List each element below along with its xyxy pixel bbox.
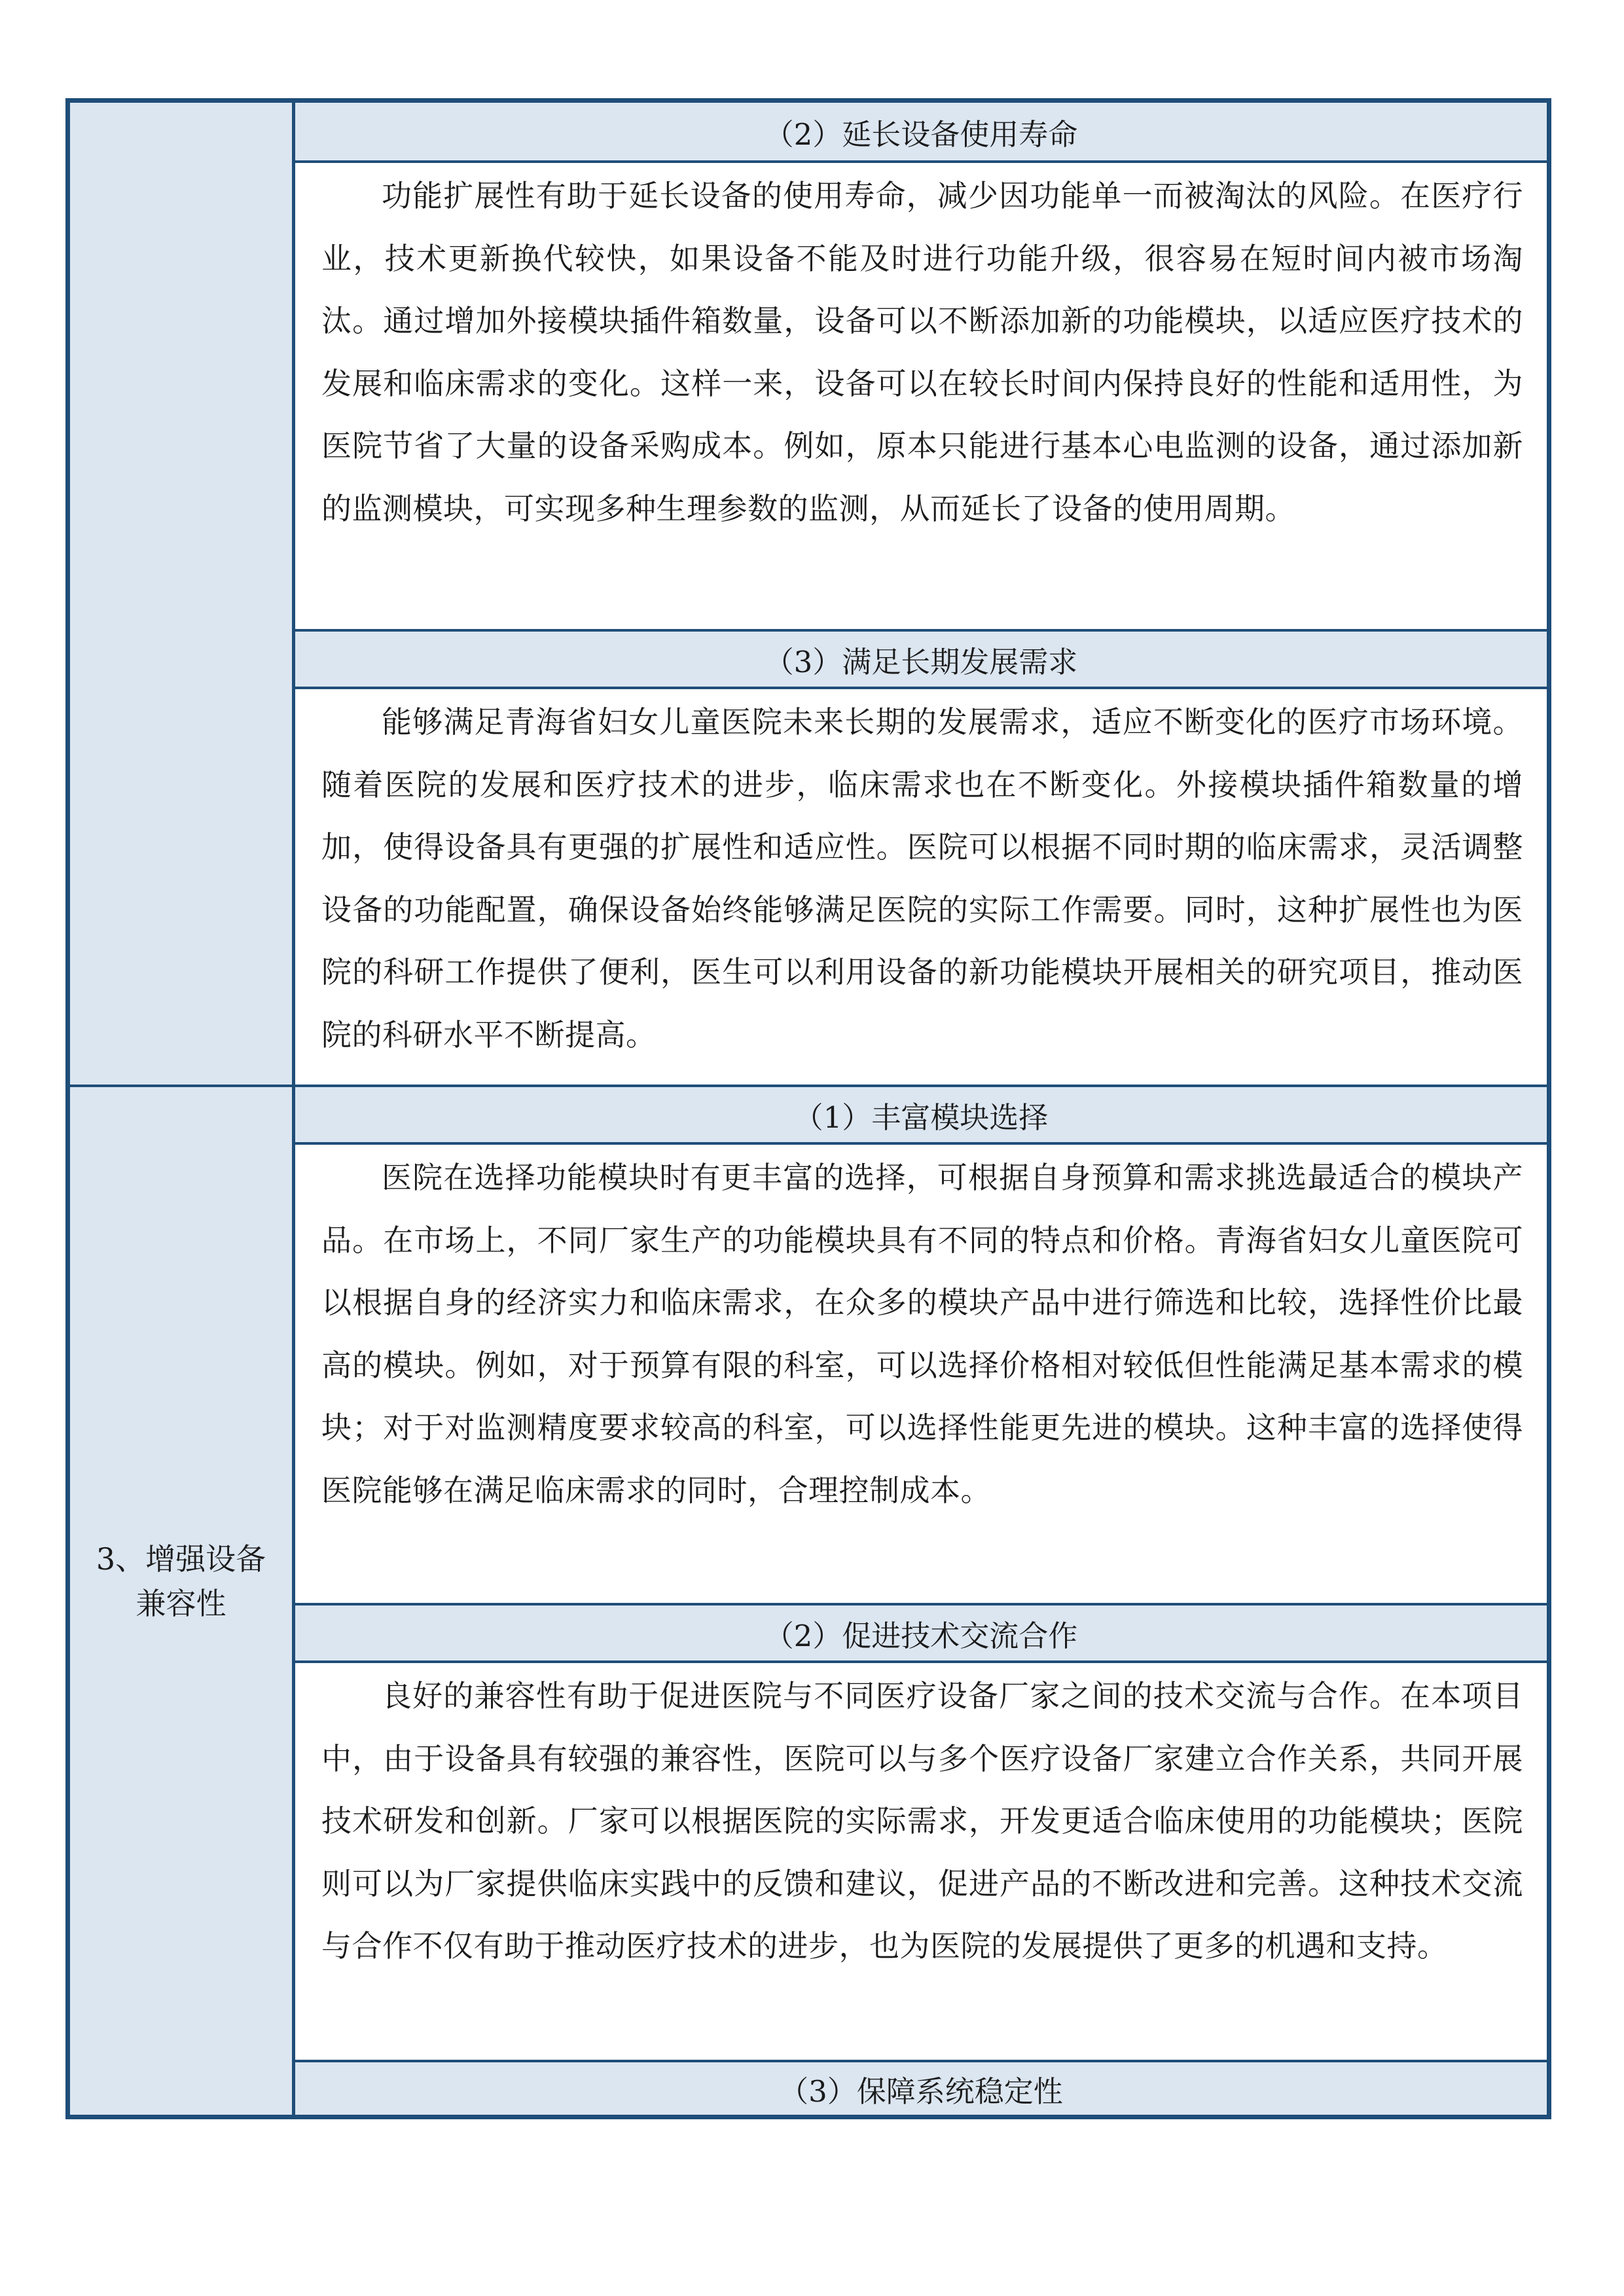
subheading-module-choice: （1）丰富模块选择	[295, 1085, 1547, 1145]
paragraph-cell	[295, 689, 1547, 1082]
paragraph-cell	[295, 1663, 1547, 2056]
paragraph-long-term-needs: 能够满足青海省妇女儿童医院未来长期的发展需求，适应不断变化的医疗市场环境。随着医院的发展和医疗技术的进步，临床需求也在不断变化。外接模块插件箱数量的增加，使得设备具有更强的扩展性和适应性。医院可以根据不同时期的临床需求，灵活调整设备的功能配置，确保设备始终能够满足医院的实际工作需要。同时，这种扩展性也为医院的科研工作提供了便利，医生可以利用设备的新功能模块开展相关的研究项目，推动医院的科研水平不断提高。	[321, 704, 1523, 1052]
content-table	[65, 98, 1551, 2119]
category-cell-compatibility	[70, 1085, 295, 2115]
category-label: 3、增强设备兼容性	[96, 1541, 266, 1621]
category-cell-continued	[70, 103, 295, 1085]
detail-column	[295, 103, 1547, 2115]
subheading-system-stability: （3）保障系统稳定性	[295, 2060, 1547, 2115]
paragraph-cell	[295, 163, 1547, 668]
paragraph-tech-cooperation: 良好的兼容性有助于促进医院与不同医疗设备厂家之间的技术交流与合作。在本项目中，由于设备具有较强的兼容性，医院可以与多个医疗设备厂家建立合作关系，共同开展技术研发和创新。厂家可以根据医院的实际需求，开发更适合临床使用的功能模块；医院则可以为厂家提供临床实践中的反馈和建议，促进产品的不断改进和完善。这种技术交流与合作不仅有助于推动医疗技术的进步，也为医院的发展提供了更多的机遇和支持。	[321, 1678, 1523, 1964]
paragraph-cell	[295, 1145, 1547, 1545]
paragraph-extend-lifespan: 功能扩展性有助于延长设备的使用寿命，减少因功能单一而被淘汰的风险。在医疗行业，技术更新换代较快，如果设备不能及时进行功能升级，很容易在短时间内被市场淘汰。通过增加外接模块插件箱数量，设备可以不断添加新的功能模块，以适应医疗技术的发展和临床需求的变化。这样一来，设备可以在较长时间内保持良好的性能和适用性，为医院节省了大量的设备采购成本。例如，原本只能进行基本心电监测的设备，通过添加新的监测模块，可实现多种生理参数的监测，从而延长了设备的使用周期。	[321, 178, 1523, 526]
subheading-extend-lifespan: （2）延长设备使用寿命	[295, 103, 1547, 163]
subheading-long-term-needs: （3）满足长期发展需求	[295, 629, 1547, 689]
subheading-tech-cooperation: （2）促进技术交流合作	[295, 1603, 1547, 1663]
paragraph-module-choice: 医院在选择功能模块时有更丰富的选择，可根据自身预算和需求挑选最适合的模块产品。在市场上，不同厂家生产的功能模块具有不同的特点和价格。青海省妇女儿童医院可以根据自身的经济实力和临床需求，在众多的模块产品中进行筛选和比较，选择性价比最高的模块。例如，对于预算有限的科室，可以选择价格相对较低但性能满足基本需求的模块；对于对监测精度要求较高的科室，可以选择性能更先进的模块。这种丰富的选择使得医院能够在满足临床需求的同时，合理控制成本。	[321, 1160, 1523, 1508]
